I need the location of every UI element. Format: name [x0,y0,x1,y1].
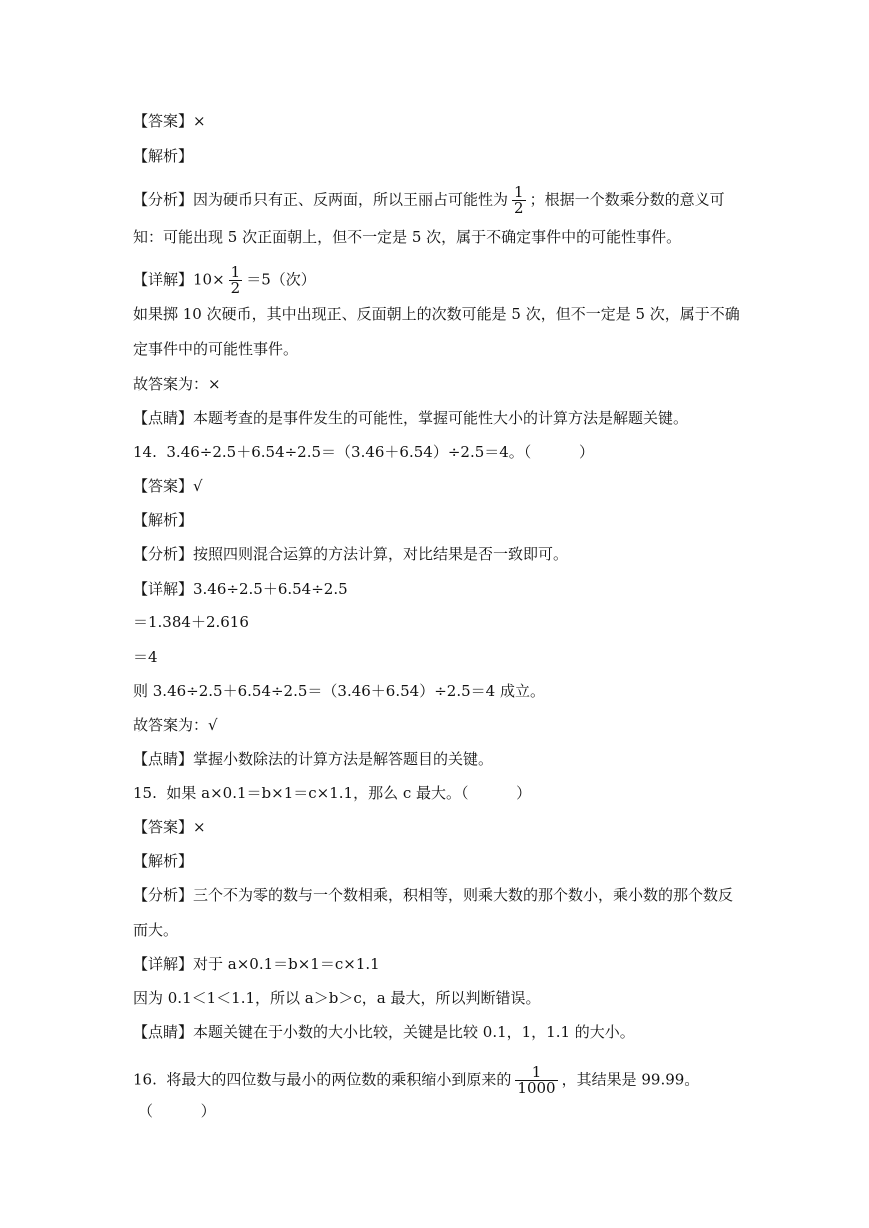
q15-analysis-heading: 【解析】 [133,852,194,870]
q15-answer: 【答案】× [133,818,206,836]
q16-question-text-tail: ，其结果是 99.99。 [561,1070,700,1089]
q13-fenxi-line2: 知：可能出现 5 次正面朝上，但不一定是 5 次，属于不确定事件中的可能性事件。 [133,228,682,246]
fraction-numerator: 1 [230,263,241,281]
q16-question-text: 16. 将最大的四位数与最小的两位数的乘积缩小到原来的 [133,1070,512,1089]
q14-result: 则 3.46÷2.5＋6.54÷2.5＝（3.46＋6.54）÷2.5＝4 成立。 [133,682,545,700]
q15-question: 15. 如果 a×0.1＝b×1＝c×1.1，那么 c 最大。（ ） [133,784,532,802]
q13-xiangjie-line3: 定事件中的可能性事件。 [133,340,299,358]
fraction-denominator: 2 [230,279,241,297]
q13-fenxi-text-tail: ；根据一个数乘分数的意义可 [529,190,725,209]
q14-analysis-heading: 【解析】 [133,511,194,529]
q13-answer: 【答案】× [133,112,206,130]
q14-question: 14. 3.46÷2.5＋6.54÷2.5＝（3.46＋6.54）÷2.5＝4。（ ） [133,443,594,461]
q14-dianjing: 【点睛】掌握小数除法的计算方法是解答题目的关键。 [133,750,494,768]
q13-fenxi-text: 【分析】因为硬币只有正、反两面，所以王丽占可能性为 [133,190,509,209]
q13-analysis-heading: 【解析】 [133,147,194,165]
q13-xiangjie-line1 [133,265,316,296]
q15-reason: 因为 0.1＜1＜1.1，所以 a＞b＞c，a 最大，所以判断错误。 [133,989,541,1007]
q14-step1: ＝1.384＋2.616 [133,613,249,631]
q14-step2: ＝4 [133,648,158,666]
q13-xiangjie-text: 【详解】10× [133,270,225,289]
q14-conclusion: 故答案为：√ [133,716,218,734]
q14-answer: 【答案】√ [133,477,203,495]
q13-xiangjie-fraction [229,265,243,296]
fraction-numerator: 1 [515,1065,557,1081]
q15-xiangjie: 【详解】对于 a×0.1＝b×1＝c×1.1 [133,955,380,973]
q16-question [133,1065,699,1096]
q13-xiangjie-text-tail: ＝5（次） [246,270,316,289]
q13-fenxi-line1 [133,185,725,216]
q15-dianjing: 【点睛】本题关键在于小数的大小比较，关键是比较 0.1，1，1.1 的大小。 [133,1023,635,1041]
q13-fenxi-fraction [512,185,526,216]
q14-xiangjie: 【详解】3.46÷2.5＋6.54÷2.5 [133,580,348,598]
q16-answer-blank: （ ） [138,1102,216,1120]
q15-fenxi-line2: 而大。 [133,921,179,939]
fraction-denominator: 2 [514,199,524,217]
q16-fraction [515,1065,557,1096]
q13-conclusion: 故答案为：× [133,375,221,393]
fraction-denominator: 1000 [517,1079,556,1097]
q13-dianjing: 【点睛】本题考查的是事件发生的可能性，掌握可能性大小的计算方法是解题关键。 [133,409,689,427]
q15-fenxi-line1: 【分析】三个不为零的数与一个数相乘，积相等，则乘大数的那个数小，乘小数的那个数反 [133,886,734,904]
q13-xiangjie-line2: 如果掷 10 次硬币，其中出现正、反面朝上的次数可能是 5 次，但不一定是 5 次，属于不确 [133,305,740,323]
q14-fenxi: 【分析】按照四则混合运算的方法计算，对比结果是否一致即可。 [133,545,569,563]
fraction-numerator: 1 [514,183,524,201]
